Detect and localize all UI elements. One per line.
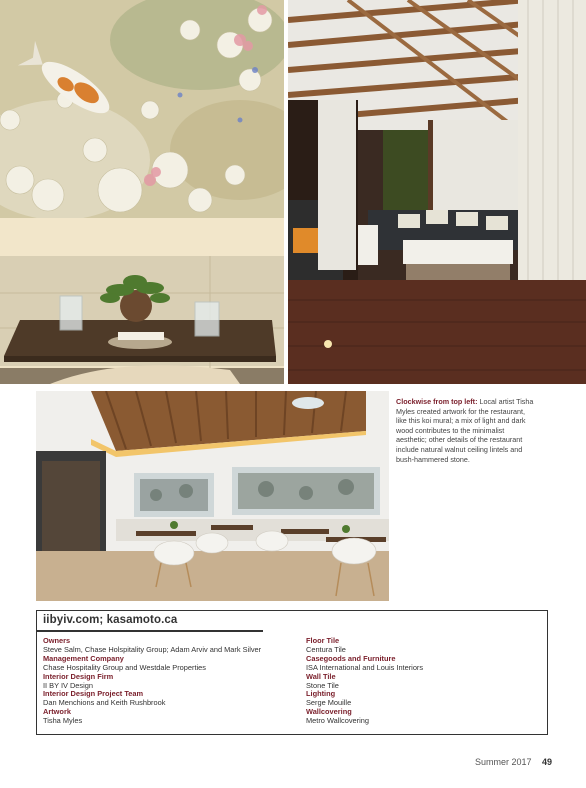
caption-body: Local artist Tisha Myles created artwork for the restaurant, like this koi mural; a mix of light and dark wood contributes to the minimalist aesthetic; other details of the restaurant include natural walnut ceiling lintels and bush-hammered stone.	[396, 397, 534, 464]
credit-role: Management Company	[43, 653, 124, 663]
credit-names: Metro Wallcovering	[306, 716, 369, 726]
credits-box	[36, 610, 548, 735]
caption-lead: Clockwise from top left:	[396, 397, 478, 406]
issue-label: Summer 2017	[474, 757, 532, 767]
credit-role: Wall Tile	[306, 671, 336, 681]
photo-caption	[396, 397, 536, 464]
credit-role: Casegoods and Furniture	[306, 653, 396, 663]
credit-role: Wallcovering	[306, 707, 352, 717]
booth-table-photo	[0, 218, 284, 384]
credit-role: Lighting	[306, 689, 336, 699]
credit-names: Centura Tile	[306, 644, 346, 654]
credit-names: Chase Hospitality Group and Westdale Properties	[43, 662, 206, 672]
page-footer	[475, 757, 552, 767]
page-number: 49	[541, 757, 552, 767]
credit-names: Serge Mouille	[306, 698, 352, 708]
credit-role: Artwork	[43, 707, 71, 717]
credits-right-column	[306, 637, 546, 726]
koi-mural-photo	[0, 0, 284, 218]
credit-names: Stone Tile	[306, 680, 339, 690]
credit-role: Interior Design Firm	[43, 671, 114, 681]
credits-url[interactable]: iibyiv.com; kasamoto.ca	[43, 614, 178, 626]
credit-names: Tisha Myles	[43, 716, 83, 726]
credit-names: Steve Salm, Chase Holspitality Group; Adam Arviv and Mark Silver	[43, 644, 262, 654]
dining-room-photo	[36, 391, 389, 601]
credits-rule	[37, 630, 263, 632]
credits-left-column	[43, 637, 303, 726]
credit-names: II BY IV Design	[43, 680, 93, 690]
credit-role: Owners	[43, 636, 71, 645]
terrace-lounge-photo	[288, 0, 586, 384]
credit-role: Floor Tile	[306, 636, 340, 645]
credit-role: Interior Design Project Team	[43, 689, 144, 699]
credit-names: ISA International and Louis Interiors	[306, 662, 424, 672]
credit-names: Dan Menchions and Keith Rushbrook	[43, 698, 166, 708]
